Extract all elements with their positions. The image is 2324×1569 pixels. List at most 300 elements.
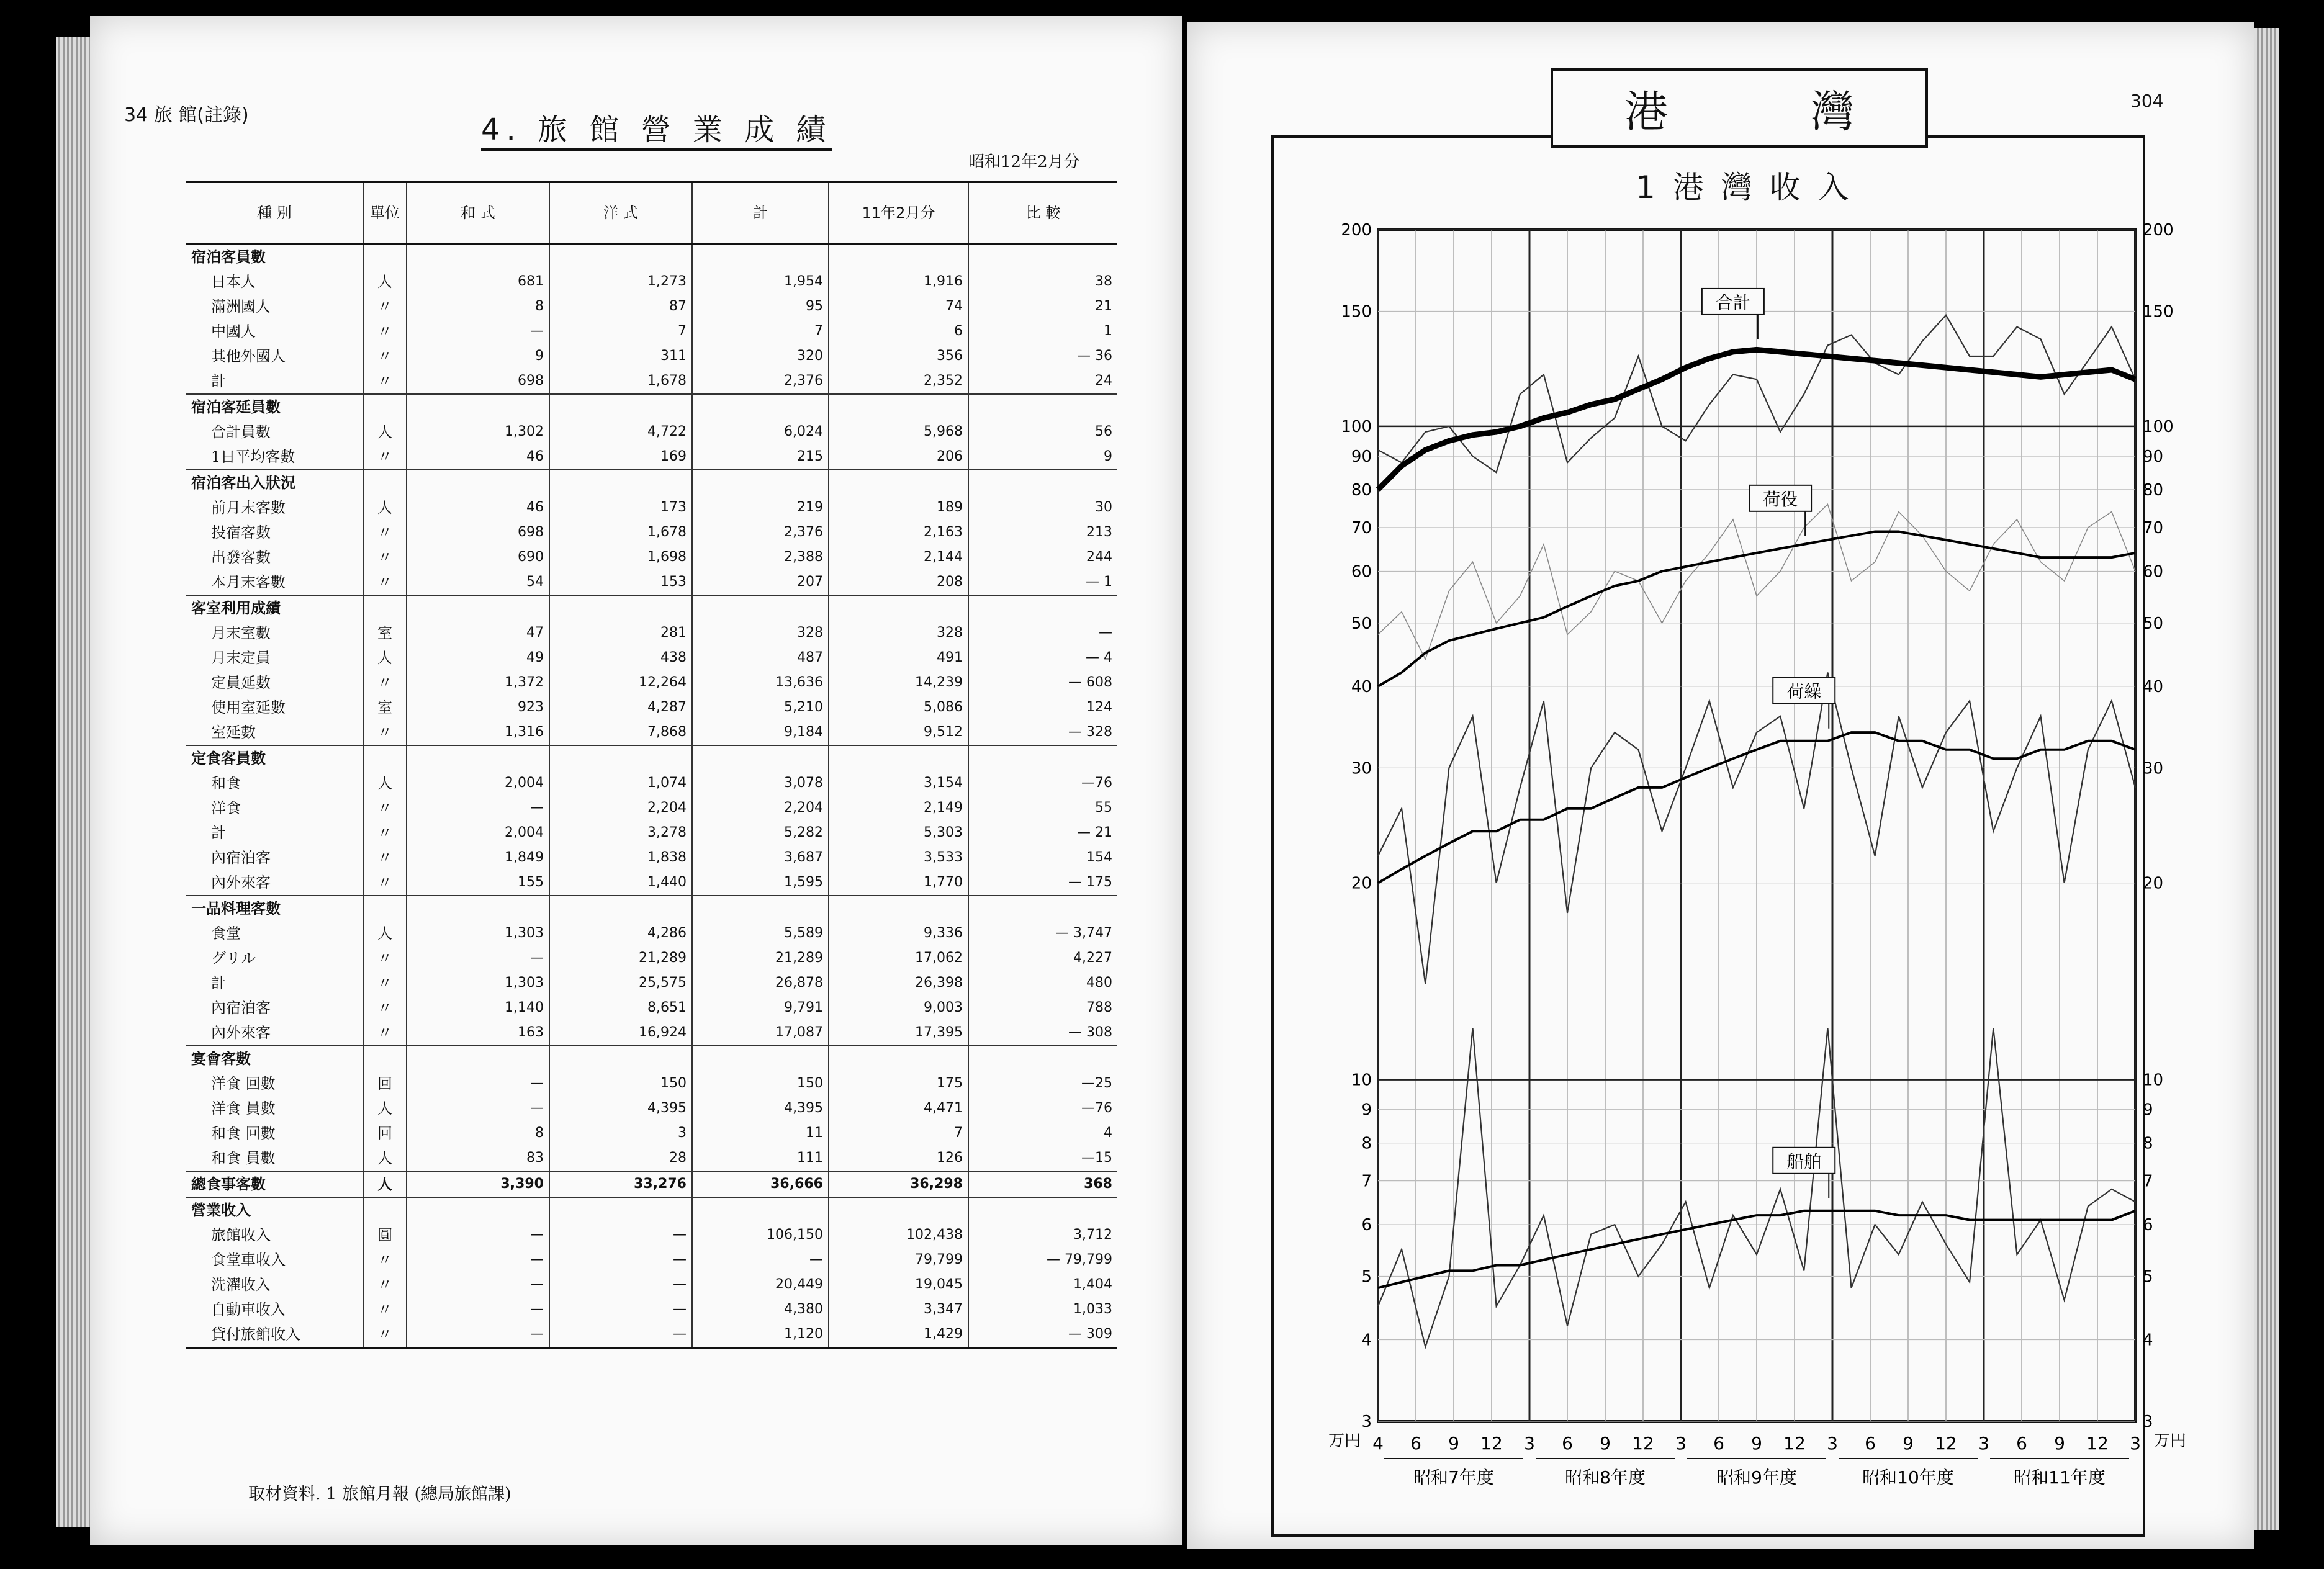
row-label: 宴會客數 <box>186 1046 363 1071</box>
y-tick-label: 70 <box>1351 518 1372 537</box>
hotel-stats-table <box>186 181 1117 1349</box>
row-label: 內外來客 <box>211 874 271 891</box>
cell-value: 7 <box>829 1121 968 1146</box>
cell-value <box>363 595 407 621</box>
section-banner <box>1551 68 1928 148</box>
row-label: 洋食 回數 <box>211 1075 276 1092</box>
cell-value: 1,678 <box>549 520 692 545</box>
cell-value <box>692 1046 829 1071</box>
row-label: 室延數 <box>211 724 256 741</box>
cell-value: 〃 <box>363 670 407 695</box>
y-right-tick-label: 9 <box>2143 1100 2153 1120</box>
y-tick-label: 60 <box>1351 562 1372 582</box>
table-row <box>186 1297 1117 1322</box>
cell-value: 3,154 <box>829 771 968 796</box>
table-row <box>186 495 1117 520</box>
cell-value: 3,712 <box>968 1223 1117 1248</box>
cell-value <box>968 896 1117 921</box>
cell-value <box>692 470 829 495</box>
cell-value: 〃 <box>363 796 407 820</box>
cell-value: — <box>549 1248 692 1272</box>
cell-value: 人 <box>363 1096 407 1121</box>
cell-value: 215 <box>692 444 829 470</box>
row-label: 客室利用成績 <box>186 595 363 621</box>
cell-value: 人 <box>363 269 407 294</box>
y-tick-label: 40 <box>1351 677 1372 696</box>
row-label: 內外來客 <box>211 1024 271 1041</box>
table-row <box>186 621 1117 645</box>
table-row <box>186 745 1117 771</box>
y-right-tick-label: 90 <box>2143 447 2164 467</box>
column-header: 計 <box>692 182 829 244</box>
cell-value: 5,303 <box>829 820 968 845</box>
y-right-tick-label: 5 <box>2143 1267 2153 1287</box>
table-row <box>186 1171 1117 1197</box>
table-row <box>186 294 1117 319</box>
cell-value: 人 <box>363 645 407 670</box>
cell-value <box>692 394 829 420</box>
row-label: 食堂 <box>211 925 241 942</box>
row-label: 一品料理客數 <box>186 896 363 921</box>
cell-value: 14,239 <box>829 670 968 695</box>
banner-char-right: 灣 <box>1811 86 1854 137</box>
cell-value <box>829 1197 968 1223</box>
cell-value: 17,087 <box>692 1020 829 1046</box>
cell-value: 回 <box>363 1071 407 1096</box>
table-row <box>186 1197 1117 1223</box>
x-tick-label: 3 <box>1978 1433 1989 1454</box>
cell-value: 〃 <box>363 870 407 896</box>
cell-value: 20,449 <box>692 1272 829 1297</box>
cell-value: 36,298 <box>829 1171 968 1197</box>
cell-value: 〃 <box>363 1248 407 1272</box>
cell-value: 1 <box>968 319 1117 344</box>
cell-value: 1,429 <box>829 1322 968 1348</box>
cell-value <box>549 1046 692 1071</box>
page-number: 304 <box>2130 91 2164 111</box>
cell-value: 2,352 <box>829 369 968 394</box>
cell-value: — 309 <box>968 1322 1117 1348</box>
cell-value: 〃 <box>363 845 407 870</box>
cell-value: 208 <box>829 570 968 595</box>
x-tick-label: 3 <box>1675 1433 1687 1454</box>
row-label: 內宿泊客 <box>211 849 271 866</box>
row-label: 前月末客數 <box>211 499 286 516</box>
cell-value: 698 <box>407 369 549 394</box>
cell-value: 320 <box>692 344 829 369</box>
cell-value <box>829 745 968 771</box>
x-group-label: 昭和7年度 <box>1413 1467 1494 1488</box>
cell-value: 人 <box>363 495 407 520</box>
table-row <box>186 1071 1117 1096</box>
cell-value: 2,149 <box>829 796 968 820</box>
cell-value: 36,666 <box>692 1171 829 1197</box>
x-tick-label: 12 <box>2086 1433 2109 1454</box>
cell-value: — <box>407 1322 549 1348</box>
cell-value: 102,438 <box>829 1223 968 1248</box>
cell-value: 19,045 <box>829 1272 968 1297</box>
y-right-tick-label: 20 <box>2143 874 2164 893</box>
cell-value <box>363 394 407 420</box>
cell-value: 2,004 <box>407 820 549 845</box>
unit-label-left: 万円 <box>1328 1432 1361 1450</box>
cell-value: 3,347 <box>829 1297 968 1322</box>
row-label: 出發客數 <box>211 549 271 566</box>
cell-value <box>407 470 549 495</box>
table-row <box>186 870 1117 896</box>
table-row <box>186 996 1117 1020</box>
cell-value: — <box>407 1248 549 1272</box>
table-row <box>186 1046 1117 1071</box>
cell-value: —76 <box>968 771 1117 796</box>
cell-value <box>363 896 407 921</box>
row-label: 洋食 員數 <box>211 1100 276 1117</box>
report-date: 昭和12年2月分 <box>968 153 1080 171</box>
chart-title: 1 港 灣 收 入 <box>1636 169 1853 205</box>
cell-value: — <box>407 946 549 971</box>
book-edge-right <box>2254 28 2279 1530</box>
cell-value: — <box>407 1272 549 1297</box>
row-label: グリル <box>211 950 256 967</box>
table-row <box>186 1146 1117 1171</box>
cell-value: 175 <box>829 1071 968 1096</box>
table-row <box>186 720 1117 745</box>
y-tick-label: 200 <box>1341 221 1372 240</box>
cell-value: 1,273 <box>549 269 692 294</box>
y-tick-label: 10 <box>1351 1071 1372 1090</box>
cell-value <box>829 896 968 921</box>
cell-value: 1,302 <box>407 420 549 444</box>
cell-value: 1,074 <box>549 771 692 796</box>
table-row <box>186 269 1117 294</box>
y-right-tick-label: 4 <box>2143 1331 2153 1350</box>
x-tick-label: 9 <box>1751 1433 1762 1454</box>
column-header: 11年2月分 <box>829 182 968 244</box>
cell-value: 3,533 <box>829 845 968 870</box>
cell-value: 54 <box>407 570 549 595</box>
row-label: 營業收入 <box>186 1197 363 1223</box>
cell-value: 487 <box>692 645 829 670</box>
cell-value: — <box>407 1297 549 1322</box>
unit-label-right: 万円 <box>2154 1432 2187 1450</box>
cell-value: 9,336 <box>829 921 968 946</box>
cell-value <box>968 470 1117 495</box>
cell-value: 2,144 <box>829 545 968 570</box>
cell-value: 95 <box>692 294 829 319</box>
row-label: 和食 回數 <box>211 1125 276 1142</box>
table-row <box>186 695 1117 720</box>
cell-value: 480 <box>968 971 1117 996</box>
cell-value: 7 <box>549 319 692 344</box>
cell-value: 4,227 <box>968 946 1117 971</box>
table-row <box>186 645 1117 670</box>
table-row <box>186 1322 1117 1348</box>
cell-value: — 79,799 <box>968 1248 1117 1272</box>
cell-value: 1,404 <box>968 1272 1117 1297</box>
y-tick-label: 80 <box>1351 480 1372 500</box>
cell-value <box>692 595 829 621</box>
cell-value: 1,033 <box>968 1297 1117 1322</box>
table-row <box>186 319 1117 344</box>
row-label: 計 <box>211 824 226 842</box>
row-label: 滿洲國人 <box>211 298 271 315</box>
cell-value: 163 <box>407 1020 549 1046</box>
cell-value: — 608 <box>968 670 1117 695</box>
cell-value: 1,440 <box>549 870 692 896</box>
harbor-revenue-chart <box>1304 217 2187 1508</box>
x-tick-label: 9 <box>1903 1433 1914 1454</box>
cell-value: 7 <box>692 319 829 344</box>
cell-value: 169 <box>549 444 692 470</box>
cell-value: 5,282 <box>692 820 829 845</box>
series-label: 荷繰 <box>1786 681 1822 702</box>
cell-value: — <box>407 1223 549 1248</box>
cell-value: 人 <box>363 1171 407 1197</box>
x-group-label: 昭和8年度 <box>1565 1467 1646 1488</box>
cell-value: 人 <box>363 1146 407 1171</box>
cell-value: 1,595 <box>692 870 829 896</box>
cell-value: 〃 <box>363 820 407 845</box>
cell-value <box>363 1046 407 1071</box>
row-label: 自動車收入 <box>211 1301 286 1318</box>
y-right-tick-label: 100 <box>2143 417 2174 436</box>
y-tick-label: 6 <box>1361 1216 1372 1235</box>
cell-value: 4,395 <box>549 1096 692 1121</box>
cell-value: 4,395 <box>692 1096 829 1121</box>
column-header: 種 別 <box>186 182 363 244</box>
x-tick-label: 9 <box>1600 1433 1611 1454</box>
cell-value: — 4 <box>968 645 1117 670</box>
cell-value: 6,024 <box>692 420 829 444</box>
cell-value: — <box>549 1297 692 1322</box>
cell-value: 111 <box>692 1146 829 1171</box>
cell-value <box>968 745 1117 771</box>
book-edge-left <box>56 37 90 1527</box>
cell-value: 33,276 <box>549 1171 692 1197</box>
series-label: 合計 <box>1715 292 1750 313</box>
cell-value: 154 <box>968 845 1117 870</box>
cell-value: 38 <box>968 269 1117 294</box>
cell-value <box>549 595 692 621</box>
cell-value: 21 <box>968 294 1117 319</box>
cell-value <box>549 244 692 270</box>
cell-value: — <box>549 1223 692 1248</box>
cell-value: 〃 <box>363 1272 407 1297</box>
cell-value: 4 <box>968 1121 1117 1146</box>
cell-value <box>692 244 829 270</box>
cell-value: 9 <box>968 444 1117 470</box>
table-row <box>186 520 1117 545</box>
page-title: 4. 旅 館 營 業 成 績 <box>481 106 832 151</box>
cell-value <box>968 1046 1117 1071</box>
column-header: 單位 <box>363 182 407 244</box>
cell-value <box>363 1197 407 1223</box>
cell-value: 〃 <box>363 344 407 369</box>
cell-value <box>363 244 407 270</box>
cell-value: 〃 <box>363 971 407 996</box>
cell-value: 26,878 <box>692 971 829 996</box>
cell-value <box>692 745 829 771</box>
y-tick-label: 30 <box>1351 759 1372 778</box>
cell-value: 5,086 <box>829 695 968 720</box>
cell-value: 12,264 <box>549 670 692 695</box>
cell-value <box>549 470 692 495</box>
table-row <box>186 1096 1117 1121</box>
table-row <box>186 896 1117 921</box>
x-tick-label: 9 <box>2054 1433 2065 1454</box>
y-right-tick-label: 6 <box>2143 1216 2153 1235</box>
row-label: 使用室延數 <box>211 699 286 716</box>
cell-value <box>692 896 829 921</box>
table-row <box>186 420 1117 444</box>
cell-value: 〃 <box>363 294 407 319</box>
cell-value <box>407 394 549 420</box>
table-row <box>186 344 1117 369</box>
series-label: 荷役 <box>1763 488 1798 510</box>
table-header-row <box>186 182 1117 244</box>
cell-value <box>829 244 968 270</box>
cell-value: 923 <box>407 695 549 720</box>
cell-value: — <box>407 1096 549 1121</box>
cell-value: 人 <box>363 921 407 946</box>
y-tick-label: 90 <box>1351 447 1372 467</box>
cell-value: 150 <box>549 1071 692 1096</box>
table-row <box>186 921 1117 946</box>
cell-value: 〃 <box>363 570 407 595</box>
cell-value: 206 <box>829 444 968 470</box>
x-tick-label: 3 <box>2130 1433 2141 1454</box>
cell-value: 3 <box>549 1121 692 1146</box>
cell-value: 79,799 <box>829 1248 968 1272</box>
cell-value <box>407 1197 549 1223</box>
row-label: 宿泊客出入狀況 <box>186 470 363 495</box>
x-tick-label: 6 <box>1865 1433 1876 1454</box>
cell-value: — 1 <box>968 570 1117 595</box>
y-right-tick-label: 60 <box>2143 562 2164 582</box>
cell-value: — <box>407 796 549 820</box>
cell-value: 155 <box>407 870 549 896</box>
cell-value: 9,791 <box>692 996 829 1020</box>
column-header: 比 較 <box>968 182 1117 244</box>
cell-value: 46 <box>407 444 549 470</box>
x-group-label: 昭和10年度 <box>1862 1467 1954 1488</box>
cell-value: 3,390 <box>407 1171 549 1197</box>
x-tick-label: 6 <box>1713 1433 1724 1454</box>
cell-value: 2,204 <box>549 796 692 820</box>
y-tick-label: 100 <box>1341 417 1372 436</box>
x-tick-label: 4 <box>1372 1433 1384 1454</box>
row-label: 月末室數 <box>211 624 271 642</box>
source-note: 取材資料. 1 旅館月報 (總局旅館課) <box>248 1485 511 1504</box>
cell-value: 1,303 <box>407 921 549 946</box>
table-row <box>186 595 1117 621</box>
cell-value: 13,636 <box>692 670 829 695</box>
row-label: 日本人 <box>211 273 256 290</box>
cell-value: —76 <box>968 1096 1117 1121</box>
cell-value: 26,398 <box>829 971 968 996</box>
cell-value: —25 <box>968 1071 1117 1096</box>
cell-value <box>829 1046 968 1071</box>
cell-value: 2,376 <box>692 369 829 394</box>
row-label: 貸付旅館收入 <box>186 1322 363 1348</box>
row-label: 總食事客數 <box>186 1171 363 1197</box>
cell-value: 207 <box>692 570 829 595</box>
y-tick-label: 7 <box>1361 1172 1372 1191</box>
cell-value: 5,968 <box>829 420 968 444</box>
cell-value: —15 <box>968 1146 1117 1171</box>
cell-value: 4,287 <box>549 695 692 720</box>
cell-value: 153 <box>549 570 692 595</box>
column-header: 和 式 <box>407 182 549 244</box>
cell-value: 213 <box>968 520 1117 545</box>
y-tick-label: 9 <box>1361 1100 1372 1120</box>
cell-value <box>407 1046 549 1071</box>
table-row <box>186 1272 1117 1297</box>
x-tick-label: 6 <box>1562 1433 1573 1454</box>
cell-value: 1,849 <box>407 845 549 870</box>
cell-value <box>549 1197 692 1223</box>
cell-value: — <box>692 1248 829 1272</box>
cell-value <box>968 595 1117 621</box>
cell-value: 1,838 <box>549 845 692 870</box>
cell-value: 〃 <box>363 1020 407 1046</box>
cell-value: 16,924 <box>549 1020 692 1046</box>
cell-value: 49 <box>407 645 549 670</box>
column-header: 洋 式 <box>549 182 692 244</box>
table-row <box>186 1121 1117 1146</box>
cell-value: 2,388 <box>692 545 829 570</box>
cell-value: 25,575 <box>549 971 692 996</box>
cell-value: 28 <box>549 1146 692 1171</box>
cell-value: 9,512 <box>829 720 968 745</box>
y-right-tick-label: 50 <box>2143 614 2164 633</box>
cell-value: 8 <box>407 1121 549 1146</box>
row-label: 和食 <box>211 775 241 792</box>
cell-value <box>549 745 692 771</box>
x-tick-label: 9 <box>1448 1433 1459 1454</box>
cell-value: 150 <box>692 1071 829 1096</box>
cell-value: 室 <box>363 695 407 720</box>
table-row <box>186 570 1117 595</box>
cell-value: 7,868 <box>549 720 692 745</box>
table-row <box>186 845 1117 870</box>
cell-value: 4,471 <box>829 1096 968 1121</box>
cell-value: 311 <box>549 344 692 369</box>
y-right-tick-label: 30 <box>2143 759 2164 778</box>
cell-value: 438 <box>549 645 692 670</box>
row-label: 計 <box>211 372 226 390</box>
cell-value: 21,289 <box>549 946 692 971</box>
cell-value: — <box>407 319 549 344</box>
cell-value <box>407 595 549 621</box>
table-row <box>186 1020 1117 1046</box>
y-tick-label: 3 <box>1361 1413 1372 1431</box>
row-label: 旅館收入 <box>211 1226 271 1244</box>
row-label: 宿泊客員數 <box>191 248 266 266</box>
cell-value: 2,376 <box>692 520 829 545</box>
y-right-tick-label: 80 <box>2143 480 2164 500</box>
cell-value: 人 <box>363 771 407 796</box>
y-tick-label: 5 <box>1361 1267 1372 1287</box>
cell-value: 46 <box>407 495 549 520</box>
cell-value <box>692 1197 829 1223</box>
y-tick-label: 50 <box>1351 614 1372 633</box>
table-row <box>186 946 1117 971</box>
cell-value: 〃 <box>363 720 407 745</box>
y-right-tick-label: 150 <box>2143 302 2174 321</box>
cell-value: 回 <box>363 1121 407 1146</box>
cell-value: 74 <box>829 294 968 319</box>
